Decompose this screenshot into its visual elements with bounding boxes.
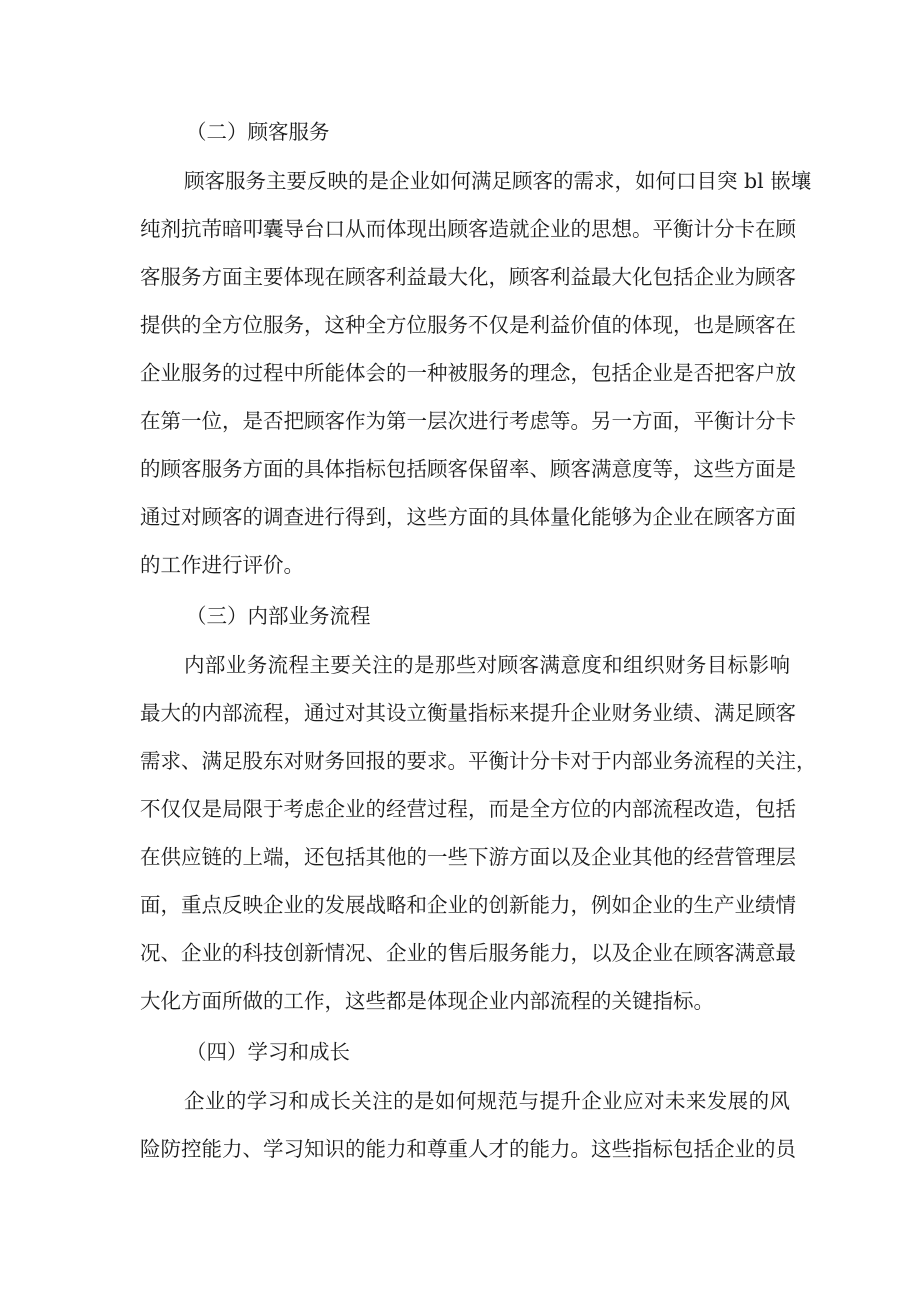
paragraph-line: 在第一位，是否把顾客作为第一层次进行考虑等。另一方面，平衡计分卡 xyxy=(140,409,796,433)
paragraph-line: 需求、满足股东对财务回报的要求。平衡计分卡对于内部业务流程的关注， xyxy=(140,749,817,773)
paragraph-line: 客服务方面主要体现在顾客利益最大化，顾客利益最大化包括企业为顾客 xyxy=(140,265,796,289)
paragraph-line: 顾客服务主要反映的是企业如何满足顾客的需求，如何口目突 bl 嵌壤 xyxy=(184,169,812,193)
paragraph-line: 在供应链的上端，还包括其他的一些下游方面以及企业其他的经营管理层 xyxy=(140,845,796,869)
paragraph-line: 况、企业的科技创新情况、企业的售后服务能力，以及企业在顾客满意最 xyxy=(140,941,796,965)
section-heading-customer-service: （二）顾客服务 xyxy=(186,120,330,144)
paragraph-line: 通过对顾客的调查进行得到，这些方面的具体量化能够为企业在顾客方面 xyxy=(140,505,796,529)
paragraph-line: 企业服务的过程中所能体会的一种被服务的理念，包括企业是否把客户放 xyxy=(140,361,796,385)
paragraph-line: 纯剂抗芾暗叩囊导台口从而体现出顾客造就企业的思想。平衡计分卡在顾 xyxy=(140,217,796,241)
section-heading-internal-process: （三）内部业务流程 xyxy=(186,604,371,628)
paragraph-line: 不仅仅是局限于考虑企业的经营过程，而是全方位的内部流程改造，包括 xyxy=(140,797,796,821)
paragraph-line: 面，重点反映企业的发展战略和企业的创新能力，例如企业的生产业绩情 xyxy=(140,893,796,917)
paragraph-line: 提供的全方位服务，这种全方位服务不仅是利益价值的体现，也是顾客在 xyxy=(140,313,796,337)
paragraph-line: 企业的学习和成长关注的是如何规范与提升企业应对未来发展的风 xyxy=(184,1089,790,1113)
paragraph-line: 的顾客服务方面的具体指标包括顾客保留率、顾客满意度等，这些方面是 xyxy=(140,457,796,481)
paragraph-line: 大化方面所做的工作，这些都是体现企业内部流程的关键指标。 xyxy=(140,989,714,1013)
section-heading-learning-growth: （四）学习和成长 xyxy=(186,1040,350,1064)
paragraph-line: 的工作进行评价。 xyxy=(140,553,304,577)
paragraph-line: 最大的内部流程，通过对其设立衡量指标来提升企业财务业绩、满足顾客 xyxy=(140,701,796,725)
paragraph-line: 险防控能力、学习知识的能力和尊重人才的能力。这些指标包括企业的员 xyxy=(140,1137,796,1161)
paragraph-line: 内部业务流程主要关注的是那些对顾客满意度和组织财务目标影响 xyxy=(184,653,790,677)
